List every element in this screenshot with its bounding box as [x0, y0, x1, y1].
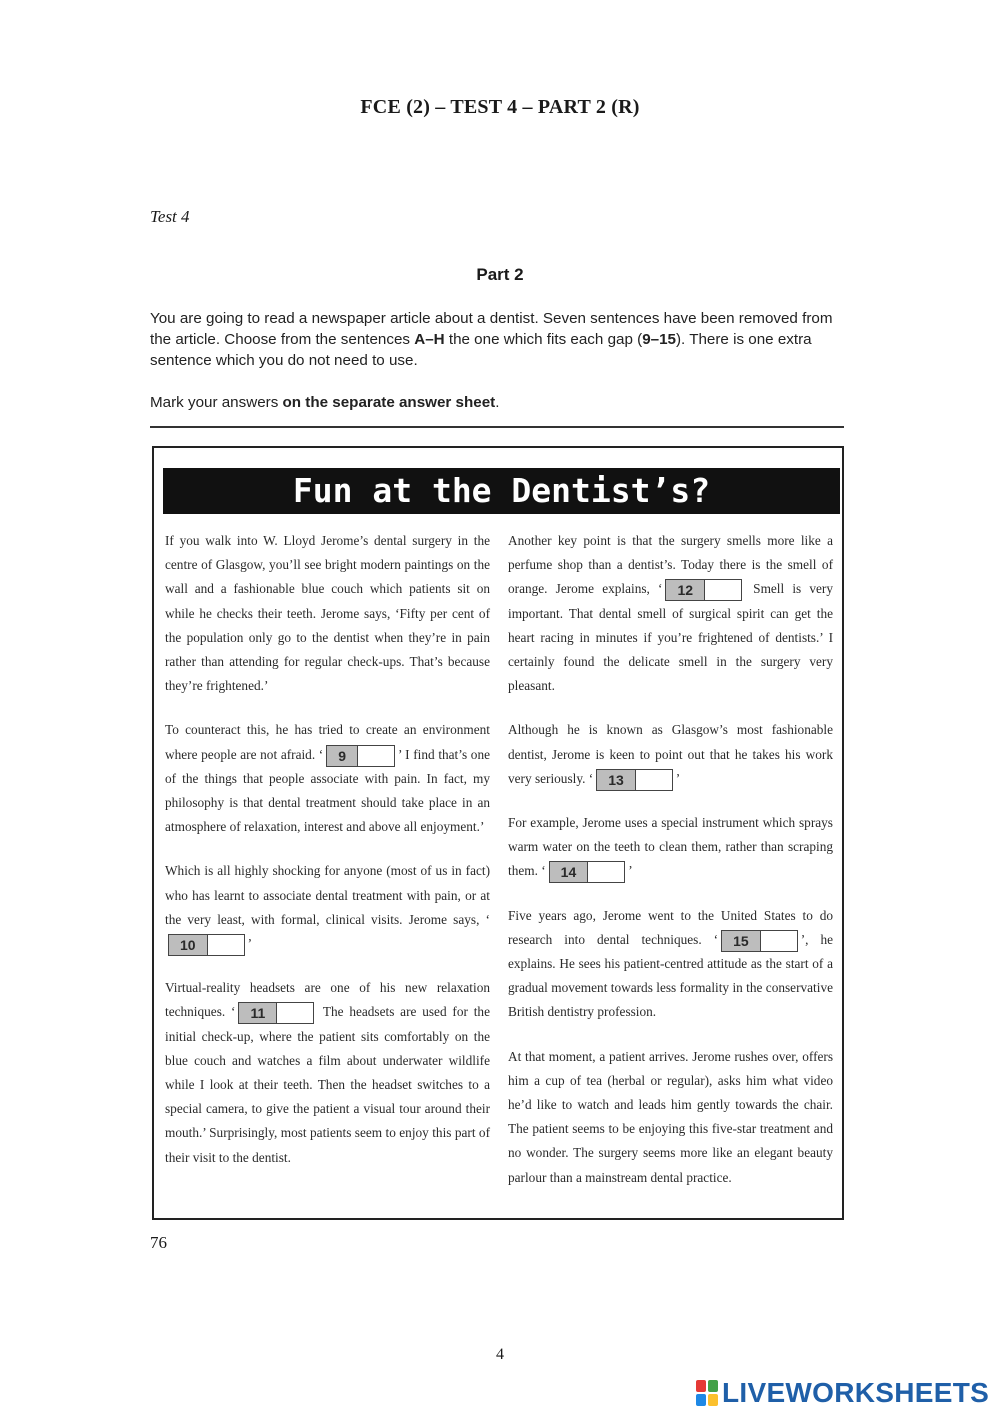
paragraph-3: [165, 859, 490, 956]
gap-answer-box[interactable]: [636, 770, 672, 790]
mark-bold: on the separate answer sheet: [282, 394, 496, 411]
paragraph-9: At that moment, a patient arrives. Jerome rushes over, offers him a cup of tea (herbal or regular), asks him what video he’d like to watch and leads him gently towards the chair. The patient seems to be enjoying this five-star treatment and no wonder. The surgery seems more like an elegant beauty parlour than a mainstream dental practice.: [508, 1048, 833, 1185]
paragraph-4-text: Virtual-reality headsets are one of his new relaxation techniques. ‘: [165, 980, 490, 1020]
paragraph-4-text-end: The headsets are used for the initial check-up, where the patient sits comfortably on the blue couch and watches a film about underwater wildlife while I look at their teeth. Then the headset switches to a special camera, to give the patient a visual tour around their mouth.’ Surprisingly, most patients seem to enjoy this part of their visit to the dentist.: [165, 1004, 490, 1165]
gap-number: 12: [666, 580, 705, 600]
paragraph-6: [508, 718, 833, 791]
gap-13[interactable]: [596, 769, 673, 791]
test-label: Test 4: [150, 207, 190, 226]
gap-number: 14: [550, 862, 589, 882]
gap-11[interactable]: [238, 1002, 314, 1024]
gap-answer-box[interactable]: [588, 862, 624, 882]
paragraph-7: [508, 811, 833, 884]
paragraph-5: [508, 529, 833, 698]
gap-14[interactable]: [549, 861, 626, 883]
gap-10[interactable]: [168, 934, 245, 956]
logo-square: [696, 1380, 706, 1392]
gap-number: 13: [597, 770, 636, 790]
paragraph-2: [165, 718, 490, 839]
paragraph-7-text-end: ’: [628, 863, 633, 879]
paragraph-3-text-end: ’: [247, 936, 253, 952]
printed-page-number: 76: [150, 1233, 167, 1252]
instructions-range: A–H: [414, 331, 445, 348]
article-column-right: [508, 529, 833, 1210]
paragraph-2-text-end: ’ I find that’s one of the things that people associate with pain. In fact, my philosophy is that dental treatment should take place in an atmosphere of relaxation, interest and above all enjoyment.’: [165, 746, 490, 835]
gap-number: 15: [722, 931, 761, 951]
brand-logo-icon: [696, 1380, 718, 1406]
brand-name: LIVEWORKSHEETS: [722, 1377, 990, 1408]
paragraph-8: [508, 904, 833, 1025]
gap-number: 9: [327, 746, 358, 766]
mark-end: .: [495, 394, 500, 411]
paragraph-5-text: Another key point is that the surgery smells more like a perfume shop than a dentist’s. Today there is the smell of orange. Jerome explains, ‘: [508, 533, 833, 597]
divider: [150, 426, 844, 428]
paragraph-4: [165, 976, 490, 1170]
paragraph-6-text: Although he is known as Glasgow’s most fashionable dentist, Jerome is keen to point out that he takes his work very seriously. ‘: [508, 722, 833, 786]
logo-square: [708, 1380, 718, 1392]
logo-square: [696, 1394, 706, 1406]
article-title: Fun at the Dentist’s?: [163, 468, 840, 514]
document-title: FCE (2) – TEST 4 – PART 2 (R): [360, 96, 640, 118]
paragraph-8-text-end: ’, he explains. He sees his patient-centred attitude as the start of a gradual movement towards less formality in the conservative British dentistry profession.: [508, 931, 833, 1020]
paragraph-8-text: Five years ago, Jerome went to the United States to do research into dental techniques. ‘: [508, 907, 833, 947]
paragraph-3-text: Which is all highly shocking for anyone (most of us in fact) who has learnt to associate dental treatment with pain, or at the very least, with formal, clinical visits. Jerome says, ‘: [165, 863, 490, 927]
article-column-left: [165, 529, 490, 1190]
gap-answer-box[interactable]: [277, 1003, 313, 1023]
mark-text: Mark your answers: [150, 394, 283, 411]
gap-9[interactable]: [326, 745, 395, 767]
paragraph-1: If you walk into W. Lloyd Jerome’s dental surgery in the centre of Glasgow, you’ll see bright modern paintings on the wall and a fashionable blue couch which patients sit on while he checks their teeth. Jerome says, ‘Fifty per cent of the population only go to the dentist when they’re in pain rather than attending for regular check-ups. That’s because they’re frightened.’: [165, 533, 490, 694]
logo-square: [708, 1394, 718, 1406]
gap-answer-box[interactable]: [358, 746, 394, 766]
gap-number: 10: [169, 935, 208, 955]
paragraph-2-text: To counteract this, he has tried to create an environment where people are not afraid. ‘: [165, 722, 490, 762]
gap-answer-box[interactable]: [208, 935, 244, 955]
instructions-text-2: the one which fits each gap (: [444, 331, 643, 348]
page-number: 4: [496, 1346, 504, 1363]
paragraph-7-text: For example, Jerome uses a special instrument which sprays warm water on the teeth to clean them, rather than scraping them. ‘: [508, 815, 833, 879]
gap-15[interactable]: [721, 930, 798, 952]
paragraph-5-text-end: Smell is very important. That dental smell of surgical spirit can get the heart racing in minutes if you’re frightened of dentists.’ I certainly found the delicate smell in the surgery very pleasant.: [508, 581, 834, 694]
gap-answer-box[interactable]: [705, 580, 741, 600]
instructions-gaps: 9–15: [642, 331, 676, 348]
instructions: [150, 308, 850, 371]
part-heading: Part 2: [476, 265, 524, 284]
gap-number: 11: [239, 1003, 277, 1023]
instructions-text: You are going to read a newspaper article about a dentist. Seven sentences have been removed from the article. Choose from the sentences: [150, 310, 833, 348]
gap-12[interactable]: [665, 579, 742, 601]
mark-answers-line: [150, 392, 850, 413]
paragraph-6-text-end: ’: [675, 770, 681, 786]
liveworksheets-brand[interactable]: [696, 1378, 989, 1408]
gap-answer-box[interactable]: [761, 931, 797, 951]
instructions-text-3: ). There is one extra sentence which you do not need to use.: [150, 331, 812, 369]
